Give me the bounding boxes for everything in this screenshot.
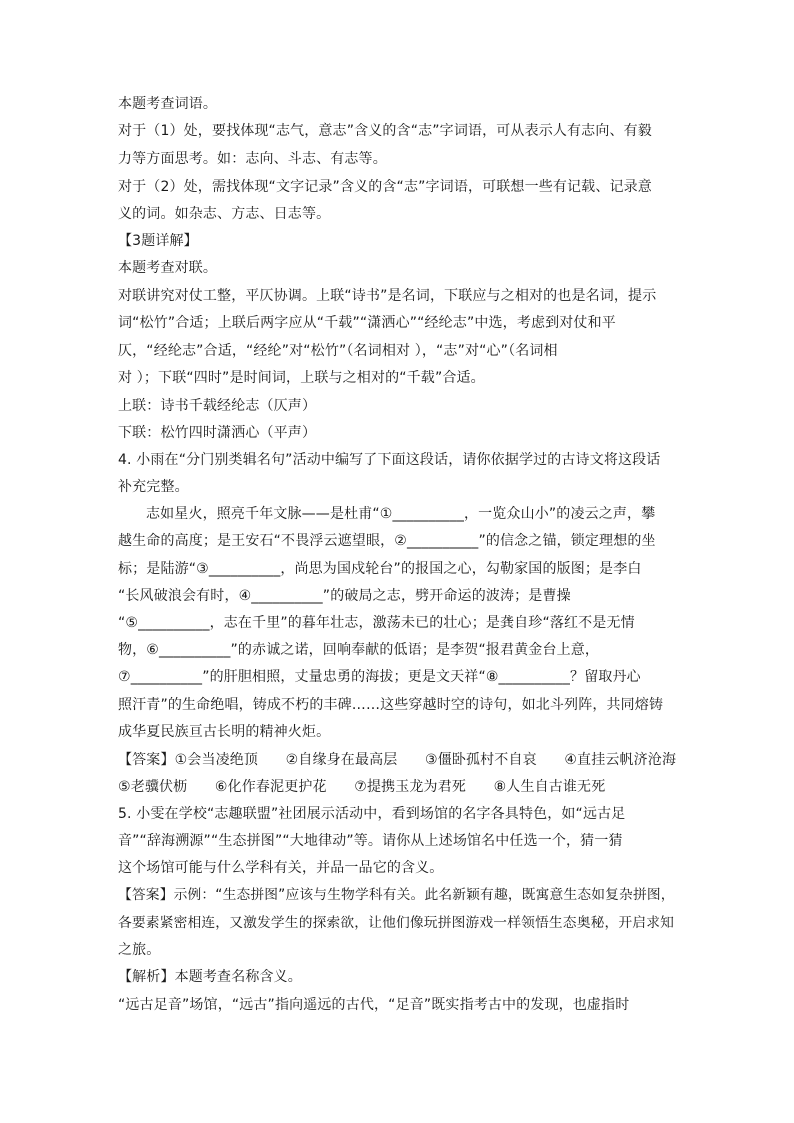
- text-line: 对联讲究对仗工整，平仄协调。上联“诗书”是名词，下联应与之相对的也是名词，提示: [118, 288, 657, 304]
- text-line: 词“松竹”合适；上联后两字应从“千载”“潇洒心”“经纶志”中选，考虑到对仗和平: [118, 315, 616, 331]
- text-line: “远古足音”场馆，“远古”指向遥远的古代，“足音”既实指考古中的发现，也虚指时: [118, 997, 630, 1013]
- question-4: 4. 小雨在“分门别类辑名句”活动中编写了下面这段话，请你依据学过的古诗文将这段话: [118, 452, 661, 468]
- answer-line: 之旅。: [118, 942, 161, 958]
- passage-line: 照汗青”的生命绝唱，铸成不朽的丰碑……这些穿越时空的诗句，如北斗列阵，共同熔铸: [118, 697, 664, 713]
- answer-line: 各要素紧密相连，又激发学生的探索欲，让他们像玩拼图游戏一样领悟生态奥秘，开启求知: [118, 915, 675, 931]
- passage-line: 成华夏民族亘古长明的精神火炬。: [118, 724, 331, 740]
- text-line: 本题考查词语。: [118, 96, 218, 112]
- question-5: 5. 小雯在学校“志趣联盟”社团展示活动中，看到场馆的名字各具特色，如“远古足: [118, 806, 626, 822]
- text-line: 这个场馆可能与什么学科有关，并品一品它的含义。: [118, 860, 444, 876]
- text-line: 对于（2）处，需找体现“文字记录”含义的含“志”字词语，可联想一些有记载、记录意: [118, 179, 652, 195]
- answer-line: 【答案】示例：“生态拼图”应该与生物学科有关。此名新颖有趣，既寓意生态如复杂拼图，: [118, 887, 675, 903]
- passage-line: 志如星火，照亮千年文脉——是杜甫“①__________，一览众山小”的凌云之声，攀: [146, 506, 656, 522]
- answer-line: 【答案】①会当凌绝顶 ②自缘身在最高层 ③僵卧孤村不自哀 ④直挂云帆济沧海: [118, 752, 677, 768]
- passage-line: 标；是陆游“③__________，尚思为国戍轮台”的报国之心，勾勒家国的版图；是李白: [118, 561, 642, 577]
- text-line: 仄，“经纶志”合适，“经纶”对“松竹”（名词相对 ），“志”对“心”（名词相: [118, 343, 558, 359]
- passage-line: “⑤__________，志在千里”的暮年壮志，激荡未已的壮心；是龚自珍“落红不是无情: [118, 615, 635, 631]
- passage-line: “长风破浪会有时，④__________”的破局之志，劈开命运的波涛；是曹操: [118, 588, 571, 604]
- text-line: 义的词。如杂志、方志、日志等。: [118, 206, 331, 222]
- text-line: 本题考查对联。: [118, 260, 218, 276]
- text-line: 下联：松竹四时潇洒心（平声）: [118, 425, 317, 441]
- text-line: 补充完整。: [118, 479, 189, 495]
- passage-line: ⑦__________”的肝胆相照，丈量忠勇的海拔；更是文天祥“⑧__________？留取丹心: [118, 669, 641, 685]
- section-heading: 【3题详解】: [118, 233, 198, 249]
- passage-line: 越生命的高度；是王安石“不畏浮云遮望眼，②__________”的信念之锚，锁定理想的坐: [118, 533, 656, 549]
- text-line: 对于（1）处，要找体现“志气，意志”含义的含“志”字词语，可从表示人有志向、有毅: [118, 123, 652, 139]
- text-line: 音”“辞海溯源”“生态拼图”“大地律动”等。请你从上述场馆名中任选一个，猜一猜: [118, 833, 623, 849]
- text-line: 对 ）；下联“四时”是时间词，上联与之相对的“千载”合适。: [118, 370, 485, 386]
- answer-line: ⑤老骥伏枥 ⑥化作春泥更护花 ⑦提携玉龙为君死 ⑧人生自古谁无死: [118, 779, 606, 795]
- text-line: 上联：诗书千载经纶志（仄声）: [118, 398, 317, 414]
- text-line: 力等方面思考。如：志向、斗志、有志等。: [118, 151, 387, 167]
- passage-line: 物，⑥__________”的赤诚之诺，回响奉献的低语；是李贺“报君黄金台上意，: [118, 642, 600, 658]
- analysis-heading: 【解析】本题考查名称含义。: [118, 969, 302, 985]
